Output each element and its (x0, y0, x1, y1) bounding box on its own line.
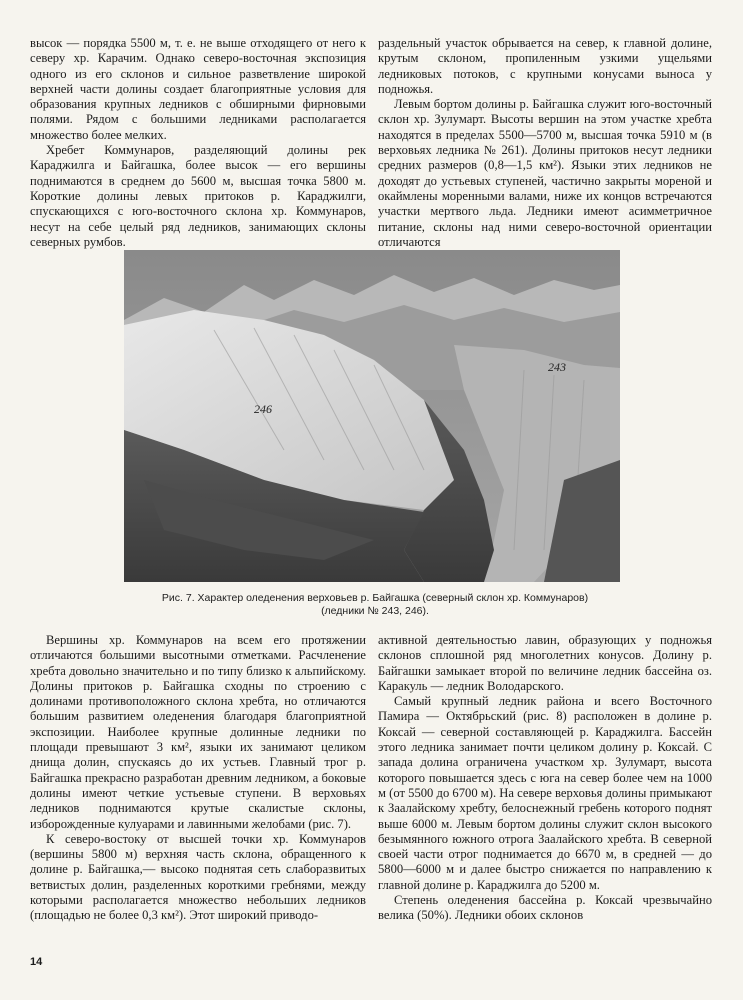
caption-line: (ледники № 243, 246). (321, 605, 429, 617)
paragraph: раздельный участок обрывается на север, к главной долине, крутым склоном, пропиленным узкими ущельями ледниковых потоков, с крупными конусами выноса у подножья. (378, 36, 712, 96)
paragraph: высок — порядка 5500 м, т. е. не выше отходящего от него к северу хр. Карачим. Однако северо-восточная экспозиция одного из его склонов и сильное разветвление широкой верхней части долины создает благоприятные условия для образования крупных ледников с обширными фирновыми полями. Рядом с большими ледниками располагается множество более мелких. (30, 36, 366, 142)
text-column-bottom-left (30, 633, 366, 924)
glacier-label-243: 243 (548, 360, 566, 374)
page-number: 14 (30, 956, 43, 968)
paragraph: Степень оледенения бассейна р. Коксай чрезвычайно велика (50%). Ледники обоих склонов (378, 893, 712, 923)
glacier-photo (124, 250, 620, 582)
paragraph: активной деятельностью лавин, образующих у подножья склонов сплошной ряд многолетних конусов. Долину р. Байгашки замыкает второй по величине ледник бассейна оз. Каракуль — ледник Володарского. (378, 633, 712, 693)
paragraph: Хребет Коммунаров, разделяющий долины рек Караджилга и Байгашка, более высок — его вершины поднимаются в среднем до 5600 м, высшая точка 5800 м. Короткие долины левых притоков р. Караджилги, спускающихся с юго-восточного склона хр. Коммунаров, несут на себе целый ряд ледников, занимающих склоны северных румбов. (30, 143, 366, 249)
paragraph: Левым бортом долины р. Байгашка служит юго-восточный склон хр. Зулумарт. Высоты вершин на этом участке хребта находятся в пределах 5500—5700 м, высшая точка 5910 м (в верховьях ледника № 261). Долины притоков несут ледники средних размеров (0,8—1,5 км²). Языки этих ледников не доходят до устьевых ступеней, частично закрыты мореной и окаймлены моренными валами, ниже их концов встречаются участки мертвого льда. Ледники имеют асимметричное питание, склоны над ними северо-восточной ориентации отличаются (378, 97, 712, 249)
figure-caption (140, 592, 610, 618)
paragraph: Вершины хр. Коммунаров на всем его протяжении отличаются большими высотными отметками. Расчленение хребта довольно значительно и по типу близко к альпийскому. Долины притоков р. Байгашка сходны по строению с долинами противоположного склона хребта, но отличаются большим развитием оледенения благодаря благоприятной экспозиции. Наиболее крупные долинные ледники по площади превышают 3 км², языки их занимают целиком днища долин, спускаясь до их устьев. Главный трог р. Байгашка прекрасно разработан древним ледником, а боковые долины имеют четкие устьевые ступени. В верховьях ледников поднимаются крутые скалистые склоны, изборожденные кулуарами и лавинными желобами (рис. 7). (30, 633, 366, 831)
paragraph: К северо-востоку от высшей точки хр. Коммунаров (вершины 5800 м) верхняя часть склона, обращенного к долине р. Байгашка,— высоко поднятая сеть слаборазвитых ветвистых долин, разделенных короткими гребнями, между которыми располагается множество небольших ледников (площадью не более 0,3 км²). Этот широкий приводо- (30, 831, 366, 923)
paragraph: Самый крупный ледник района и всего Восточного Памира — Октябрьский (рис. 8) расположен в долине р. Коксай — северной составляющей р. Караджилга. Бассейн этого ледника занимает почти целиком долину р. Коксай. С запада долина ограничена участком хр. Зулумарт, высота которого повышается здесь с юга на север более чем на 1000 м (от 5500 до 6700 м). На севере верховья долины примыкают к Заалайскому хребту, белоснежный гребень которого поднят выше 6000 м. Левым бортом долины служит склон высокого безымянного южного отрога Заалайского хребта. В северной своей части отрог поднимается до 6670 м, в средней — до 5800—6000 м и далее быстро снижается по направлению к главной долине р. Караджилга до 5200 м. (378, 694, 712, 892)
text-column-bottom-right (378, 633, 712, 924)
text-column-top-right (378, 36, 712, 250)
glacier-label-246: 246 (254, 402, 272, 416)
text-column-top-left (30, 36, 366, 250)
caption-line: Рис. 7. Характер оледенения верховьев р. Байгашка (северный склон хр. Коммунаров) (161, 592, 589, 604)
mountain-landscape-image (124, 250, 620, 582)
